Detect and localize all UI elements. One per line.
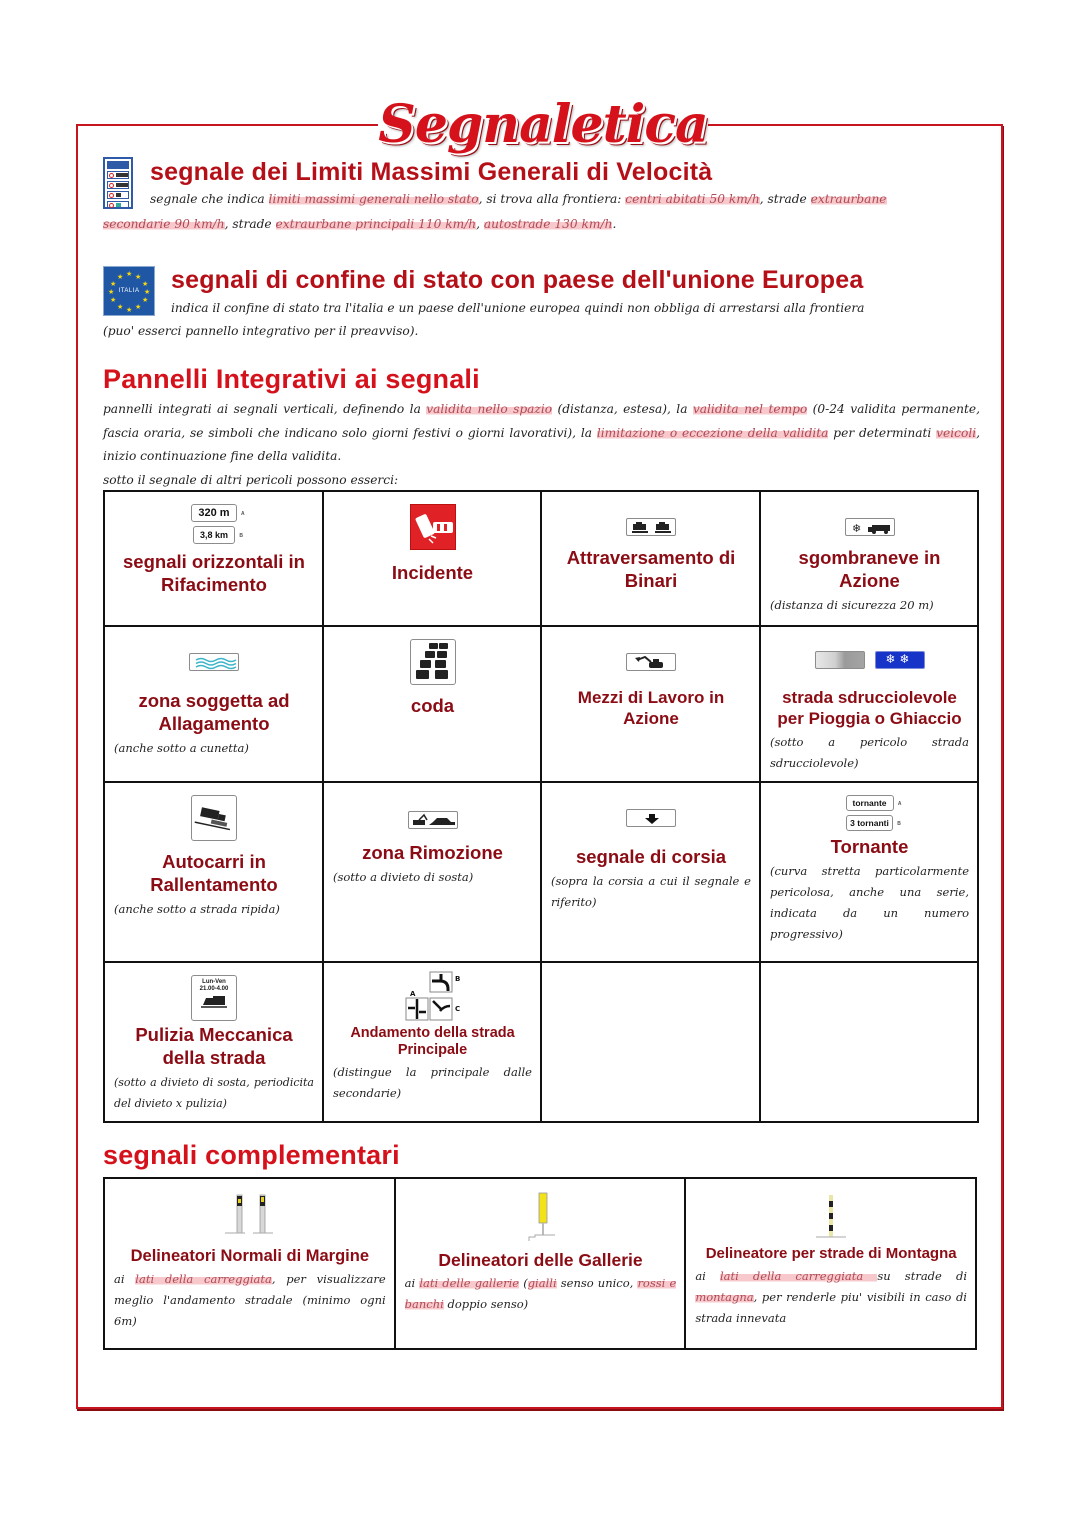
panel-note: (distingue la principale dalle secondarie) [333,1065,532,1100]
mountain-delineator-icon [796,1191,866,1241]
flood-plate-icon [189,653,239,671]
work-vehicle-plate-icon [626,653,676,671]
complementary-title: Delineatori delle Gallerie [438,1250,643,1270]
panels-description [103,398,980,492]
panel-cell [104,782,323,962]
panel-note: (curva stretta particolarmente pericolosa, anche una serie, indicata da un numero progressivo) [770,864,969,941]
section-title-panels: Pannelli Integrativi ai segnali [103,364,480,394]
highlighted-text: lati della carreggiata [719,1269,878,1283]
panel-cell [541,782,760,962]
panel-cell [323,962,541,1122]
snowplow-plate-icon [845,518,895,536]
complementary-title: Delineatori Normali di Margine [130,1247,370,1265]
panel-cell [323,782,541,962]
panel-title: Mezzi di Lavoro in Azione [577,687,725,728]
panel-cell [760,626,978,782]
panel-title: Incidente [391,562,474,583]
slow-trucks-sign-icon [191,795,237,841]
accident-sign-icon [410,504,456,550]
panel-cell [760,782,978,962]
slippery-road-plates-icon: ❄❄ [815,651,925,669]
svg-text:B: B [455,975,461,983]
complementary-signs-table [103,1177,977,1350]
panel-title: Tornante [830,836,909,857]
section-title-speed-limits: segnale dei Limiti Massimi Generali di Velocità [150,158,713,186]
highlighted-text: validita nel tempo [692,402,808,416]
panel-cell [323,626,541,782]
panel-title: sgombraneve in Azione [798,546,941,591]
panel-title: Pulizia Meccanica della strada [135,1024,293,1068]
trains-plate-icon [626,518,676,536]
panel-note: (anche sotto a cunetta) [114,740,249,755]
panel-title: segnale di corsia [575,845,727,867]
eu-border-text: indica il confine di stato tra l'italia e un paese dell'unione europea quindi non obbliga di arrestarsi alla frontiera [171,301,865,315]
panel-title: strada sdrucciolevole per Pioggia o Ghiaccio [777,688,962,728]
panel-cell [541,626,760,782]
speed-limits-text: segnale che indica limiti massimi generali nello stato, si trova alla frontiera: centri abitati 50 km/h, strade extraurbane [150,192,887,206]
panel-cell-empty [760,962,978,1122]
panel-cell [104,491,323,626]
panel-title: Autocarri in Rallentamento [150,851,278,895]
panel-note: (sotto a divieto di sosta, periodicita del divieto x pulizia) [114,1076,314,1110]
highlighted-text: gialli [527,1276,557,1290]
panel-cell [541,491,760,626]
complementary-cell [104,1178,395,1349]
highlighted-text: extraurbane principali 110 km/h [275,217,477,231]
highlighted-text: limitazione o eccezione della validita [596,425,829,440]
hairpin-plates-icon: tornante A 3 tornanti B [770,795,969,831]
panel-note: (anche sotto a strada ripida) [114,902,280,916]
panel-note: (sotto a divieto di sosta) [333,869,474,884]
tow-truck-plate-icon [408,811,458,829]
panel-cell [760,491,978,626]
highlighted-text: secondarie 90 km/h [103,217,225,231]
traffic-queue-sign-icon [410,639,456,685]
page-title: Segnaletica [378,92,708,162]
eu-border-sign-icon: ★ ★ ★ ★ ★ ★ ★ ★ ★ ★ ★ ★ ITALIA [103,266,155,316]
highlighted-text: validita nello spazio [426,402,553,416]
panel-note: (sotto a pericolo strada sdrucciolevole) [770,735,969,770]
panel-title: segnali orizzontali in Rifacimento [123,551,305,595]
panel-title: zona Rimozione [362,841,503,863]
panel-cell [323,491,541,626]
complementary-cell [685,1178,976,1349]
panels-intro: sotto il segnale di altri pericoli possono esserci: [103,472,399,487]
panel-title: Attraversamento di Binari [566,546,736,591]
panels-paragraph: pannelli integrati ai segnali verticali, definendo la validita nello spazio (distanza, estesa), la validita nel tempo (0-24 validita permanente, fascia oraria, se simboli che indicano solo giorni festivi o giorni lavorativi), la limitazione o eccezione della validita per determinati veicoli, inizio continuazione fine della validita. [103,402,981,463]
highlighted-text: autostrade 130 km/h [483,217,613,231]
complementary-note: ai lati della carreggiata, per visualizzare meglio l'andamento stradale (minimo ogni 6m) [114,1272,386,1328]
panel-cell [104,962,323,1122]
panel-note: (sopra la corsia a cui il segnale e riferito) [551,873,751,909]
highlighted-text: veicoli [936,425,977,440]
highlighted-text: centri abitati 50 km/h [625,192,760,206]
highlighted-text: limiti massimi generali nello stato [268,192,479,206]
panel-title: zona soggetta ad Allagamento [138,689,290,734]
distance-plates-icon: 320 m A 3,8 km B [114,504,314,544]
panel-title: Andamento della strada Principale [350,1025,515,1058]
complementary-note: ai lati delle gallerie (gialli senso unico, rossi e banchi doppio senso) [404,1276,677,1311]
integrative-panels-table [103,490,979,1123]
complementary-note: ai lati della carreggiata su strade di montagna, per renderle piu' visibili in caso di strada innevata [695,1269,967,1325]
svg-text:C: C [455,1005,461,1013]
highlighted-text: lati della carreggiata [135,1272,272,1286]
complementary-cell [395,1178,686,1349]
roadside-delineators-icon [215,1191,285,1239]
tunnel-delineator-icon [505,1191,575,1243]
highlighted-text: extraurbane [810,192,887,206]
main-road-layout-plates-icon [333,971,532,1021]
section-title-eu-border: segnali di confine di stato con paese dell'unione Europea [171,266,864,294]
eu-border-text-continued: (puo' esserci pannello integrativo per il preavviso). [103,324,419,338]
highlighted-text: montagna [695,1290,754,1304]
section-title-complementary: segnali complementari [103,1140,400,1170]
panel-title: coda [410,695,455,716]
svg-text:❄: ❄ [851,521,861,535]
highlighted-text: rossi e banchi [404,1276,677,1311]
panel-note: (distanza di sicurezza 20 m) [770,597,934,612]
panel-cell-empty [541,962,760,1122]
street-cleaning-sign-icon: Lun-Ven 21.00-4.00 [191,975,237,1021]
italy-speed-limits-sign-icon [103,157,133,209]
complementary-title: Delineatore per strade di Montagna [705,1245,957,1262]
panel-cell [104,626,323,782]
speed-limits-text-continued: secondarie 90 km/h, strade extraurbane principali 110 km/h, autostrade 130 km/h. [103,217,617,231]
highlighted-text: lati delle gallerie [419,1276,520,1290]
svg-text:A: A [410,990,416,998]
lane-arrow-plate-icon [626,809,676,827]
